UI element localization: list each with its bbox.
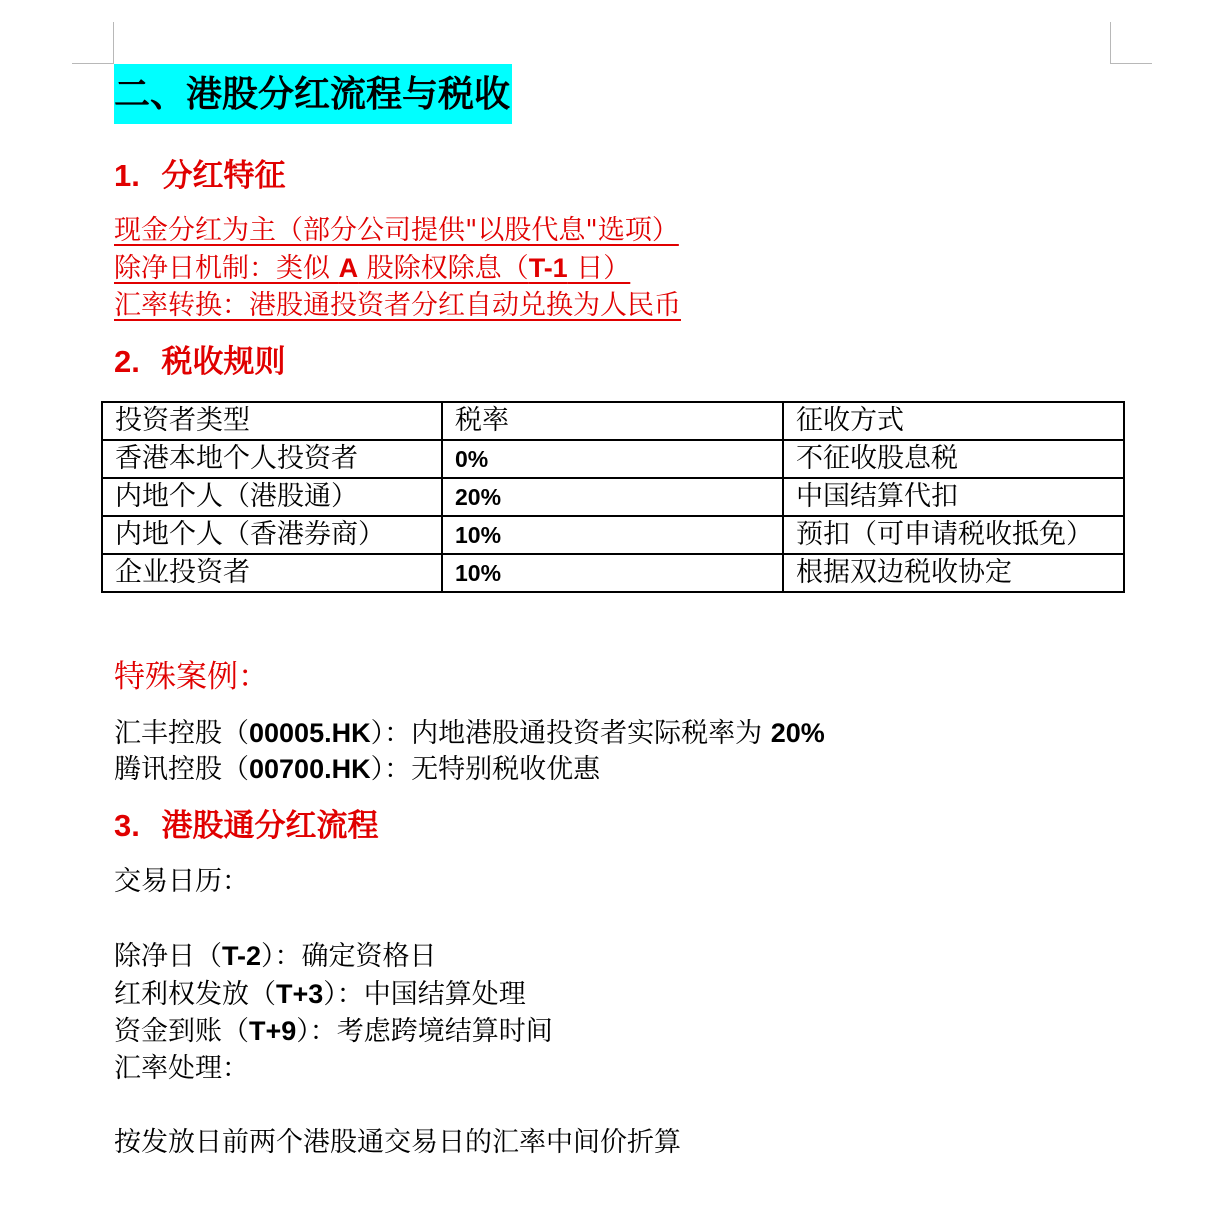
header-tax-rate: 税率 xyxy=(442,402,783,440)
calendar-label: 交易日历： xyxy=(114,866,249,897)
section3-heading xyxy=(114,806,378,846)
fx-text: 按发放日前两个港股通交易日的汇率中间价折算 xyxy=(114,1127,681,1158)
step-funds-arrival-label: 资金到账（ xyxy=(114,1016,249,1047)
section2-heading xyxy=(114,342,285,382)
step-funds-arrival-code: T+9 xyxy=(249,1016,297,1046)
special-cases-heading: 特殊案例： xyxy=(114,659,269,695)
table-row xyxy=(102,554,1124,592)
cell-investor-type: 内地个人（港股通） xyxy=(102,478,442,516)
section2-title: 税收规则 xyxy=(161,344,286,380)
table-row xyxy=(102,478,1124,516)
step-ex-date-label: 除净日（ xyxy=(114,941,222,972)
section3-title: 港股通分红流程 xyxy=(161,808,379,844)
cell-collection-method: 不征收股息税 xyxy=(783,440,1124,478)
feature-ex-date-a: A xyxy=(338,253,359,283)
case-hsbc-name: 汇丰控股（ xyxy=(114,718,249,749)
header-investor-type: 投资者类型 xyxy=(102,402,442,440)
tax-table-header-row xyxy=(102,402,1124,440)
table-row xyxy=(102,516,1124,554)
feature-cash-dividend: 现金分红为主（部分公司提供"以股代息"选项） xyxy=(114,215,679,246)
case-hsbc xyxy=(114,715,825,752)
cell-tax-rate: 10% xyxy=(442,516,783,554)
feature-fx-conversion: 汇率转换：港股通投资者分红自动兑换为人民币 xyxy=(114,290,681,321)
header-collection-method: 征收方式 xyxy=(783,402,1124,440)
section2-number: 2. xyxy=(114,344,140,379)
step-funds-arrival xyxy=(114,1013,553,1050)
step-ex-date xyxy=(114,938,437,975)
case-hsbc-rate: 20% xyxy=(770,718,825,748)
feature-ex-date-t1: T-1 xyxy=(528,253,568,283)
crop-mark-top-right-h xyxy=(1110,63,1152,64)
cell-investor-type: 企业投资者 xyxy=(102,554,442,592)
case-tencent-name: 腾讯控股（ xyxy=(114,754,249,785)
cell-collection-method: 预扣（可申请税收抵免） xyxy=(783,516,1124,554)
step-dividend-rights-desc: ）：中国结算处理 xyxy=(323,979,526,1010)
crop-mark-top-left-h xyxy=(72,63,114,64)
crop-mark-top-right-v xyxy=(1110,22,1111,64)
cell-tax-rate: 10% xyxy=(442,554,783,592)
feature-ex-date-text: 除净日机制：类似 xyxy=(114,253,339,284)
crop-mark-top-left-v xyxy=(113,22,114,64)
feature-ex-date-text-mid: 股除权除息（ xyxy=(358,253,529,284)
cell-tax-rate: 0% xyxy=(442,440,783,478)
step-ex-date-code: T-2 xyxy=(222,941,262,971)
section1-title: 分红特征 xyxy=(161,158,286,194)
cell-investor-type: 香港本地个人投资者 xyxy=(102,440,442,478)
section1-heading xyxy=(114,156,285,196)
step-dividend-rights-code: T+3 xyxy=(276,979,324,1009)
feature-ex-date-text-end: 日） xyxy=(567,253,631,284)
tax-table xyxy=(101,401,1125,593)
cell-tax-rate: 20% xyxy=(442,478,783,516)
case-tencent xyxy=(114,751,600,788)
case-hsbc-code: 00005.HK xyxy=(249,718,371,748)
step-dividend-rights xyxy=(114,976,526,1013)
feature-ex-date xyxy=(114,250,630,287)
table-row xyxy=(102,440,1124,478)
page-title: 二、港股分红流程与税收 xyxy=(114,64,512,124)
step-ex-date-desc: ）：确定资格日 xyxy=(261,941,437,972)
cell-collection-method: 中国结算代扣 xyxy=(783,478,1124,516)
step-funds-arrival-desc: ）：考虑跨境结算时间 xyxy=(296,1016,553,1047)
step-dividend-rights-label: 红利权发放（ xyxy=(114,979,276,1010)
section1-number: 1. xyxy=(114,158,140,193)
section3-number: 3. xyxy=(114,808,140,843)
case-tencent-code: 00700.HK xyxy=(249,754,371,784)
case-tencent-text: ）：无特别税收优惠 xyxy=(370,754,601,785)
fx-label: 汇率处理： xyxy=(114,1053,249,1084)
case-hsbc-text: ）：内地港股通投资者实际税率为 xyxy=(370,718,771,749)
cell-collection-method: 根据双边税收协定 xyxy=(783,554,1124,592)
cell-investor-type: 内地个人（香港券商） xyxy=(102,516,442,554)
